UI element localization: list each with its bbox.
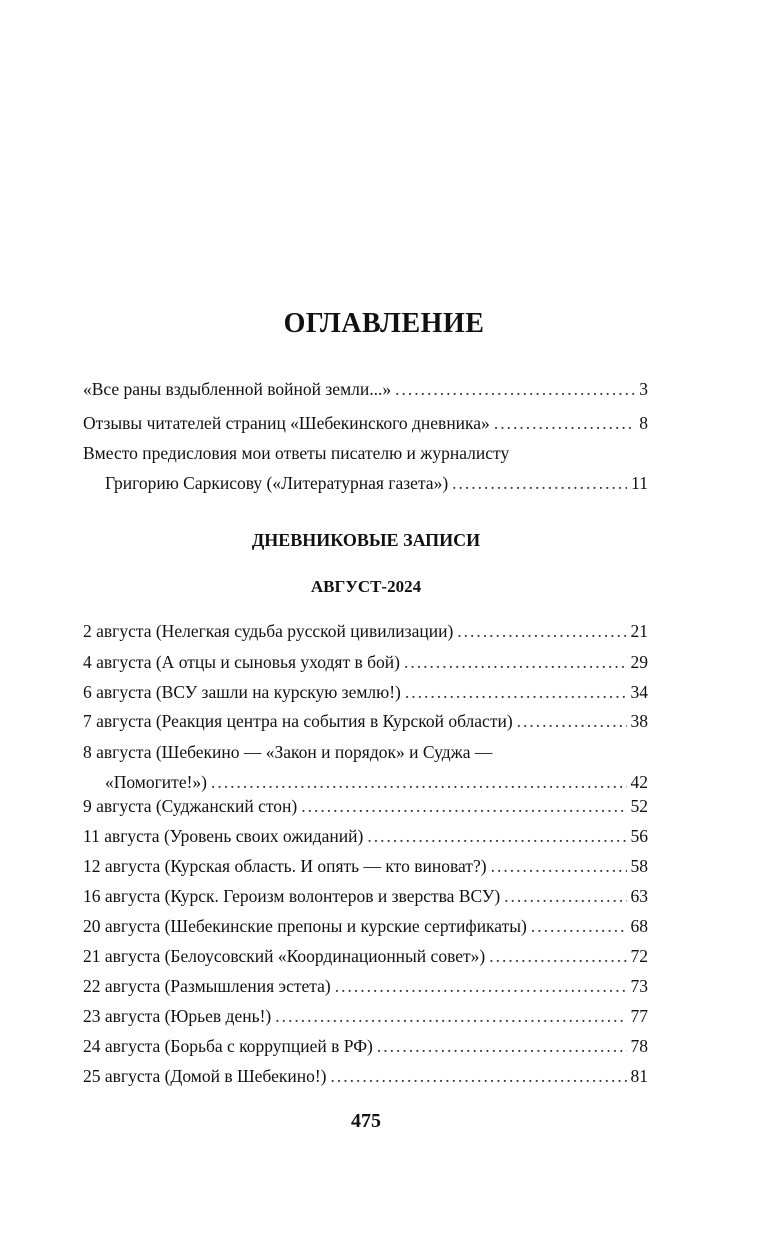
dot-leader bbox=[457, 616, 626, 646]
dot-leader bbox=[504, 881, 626, 911]
toc-entry-page: 73 bbox=[630, 976, 648, 996]
toc-entry[interactable] bbox=[83, 706, 648, 736]
toc-entry-page: 58 bbox=[630, 856, 648, 876]
toc-entry-title: 25 августа (Домой в Шебекино!) bbox=[83, 1066, 327, 1086]
toc-entry-title: 12 августа (Курская область. И опять — кто виноват?) bbox=[83, 856, 487, 876]
toc-entry[interactable] bbox=[83, 374, 648, 404]
toc-entry[interactable] bbox=[83, 616, 648, 646]
toc-entry-title: Отзывы читателей страниц «Шебекинского дневника» bbox=[83, 413, 490, 433]
dot-leader bbox=[452, 468, 627, 498]
dot-leader bbox=[531, 911, 627, 941]
toc-entry-page: 42 bbox=[630, 772, 648, 792]
toc-entry-page: 68 bbox=[630, 916, 648, 936]
toc-entry[interactable] bbox=[83, 821, 648, 851]
toc-entry-page: 8 bbox=[639, 413, 648, 433]
toc-entry-page: 29 bbox=[630, 652, 648, 672]
toc-entry[interactable] bbox=[83, 647, 648, 677]
toc-entry-title-line1: Вместо предисловия мои ответы писателю и журналисту bbox=[83, 443, 510, 463]
toc-entry-title: 20 августа (Шебекинские препоны и курские сертификаты) bbox=[83, 916, 527, 936]
toc-entry-page: 78 bbox=[630, 1036, 648, 1056]
toc-entry-title: 16 августа (Курск. Героизм волонтеров и зверства ВСУ) bbox=[83, 886, 501, 906]
toc-entry-title: 22 августа (Размышления эстета) bbox=[83, 976, 331, 996]
toc-entry-title: 7 августа (Реакция центра на события в Курской области) bbox=[83, 711, 513, 731]
subsection-heading: АВГУСТ-2024 bbox=[310, 577, 422, 596]
dot-leader bbox=[405, 677, 627, 707]
toc-entry-page: 21 bbox=[630, 621, 648, 641]
toc-entry-title-line1: 8 августа (Шебекино — «Закон и порядок» и Суджа — bbox=[83, 742, 493, 762]
dot-leader bbox=[494, 408, 635, 438]
dot-leader bbox=[491, 851, 627, 881]
dot-leader bbox=[517, 706, 627, 736]
toc-entry-title: 23 августа (Юрьев день!) bbox=[83, 1006, 272, 1026]
page-number: 475 bbox=[351, 1110, 381, 1132]
dot-leader bbox=[395, 374, 635, 404]
section-heading: ДНЕВНИКОВЫЕ ЗАПИСИ bbox=[251, 530, 481, 550]
toc-entry[interactable] bbox=[83, 408, 648, 438]
toc-entry[interactable] bbox=[83, 941, 648, 971]
toc-entry-page: 52 bbox=[630, 796, 648, 816]
toc-entry[interactable] bbox=[83, 438, 648, 498]
toc-entry-page: 34 bbox=[630, 682, 648, 702]
dot-leader bbox=[331, 1061, 627, 1091]
dot-leader bbox=[275, 1001, 626, 1031]
toc-entry[interactable] bbox=[83, 851, 648, 881]
toc-entry[interactable] bbox=[83, 677, 648, 707]
toc-entry-page: 63 bbox=[630, 886, 648, 906]
toc-entry-title: 11 августа (Уровень своих ожиданий) bbox=[83, 826, 364, 846]
toc-entry-title: 9 августа (Суджанский стон) bbox=[83, 796, 298, 816]
dot-leader bbox=[335, 971, 627, 1001]
page-title: ОГЛАВЛЕНИЕ bbox=[283, 308, 485, 339]
toc-entry[interactable] bbox=[83, 1001, 648, 1031]
toc-entry[interactable] bbox=[83, 791, 648, 821]
dot-leader bbox=[489, 941, 626, 971]
dot-leader bbox=[404, 647, 627, 677]
toc-entry-title: 6 августа (ВСУ зашли на курскую землю!) bbox=[83, 682, 401, 702]
toc-entry-title: «Все раны вздыбленной войной земли...» bbox=[83, 379, 392, 399]
toc-entry[interactable] bbox=[83, 881, 648, 911]
dot-leader bbox=[367, 821, 626, 851]
toc-entry-title: «Помогите!») bbox=[105, 772, 207, 792]
toc-entry-page: 3 bbox=[639, 379, 648, 399]
toc-entry-title: 21 августа (Белоусовский «Координационный совет») bbox=[83, 946, 486, 966]
toc-entry-title: 24 августа (Борьба с коррупцией в РФ) bbox=[83, 1036, 373, 1056]
toc-entry-page: 11 bbox=[631, 473, 648, 493]
dot-leader bbox=[301, 791, 626, 821]
toc-entry-page: 72 bbox=[630, 946, 648, 966]
toc-entry-page: 38 bbox=[630, 711, 648, 731]
toc-entry-page: 77 bbox=[630, 1006, 648, 1026]
toc-entry[interactable] bbox=[83, 1031, 648, 1061]
toc-entry[interactable] bbox=[83, 1061, 648, 1091]
toc-entry-title: Григорию Саркисову («Литературная газета») bbox=[105, 473, 449, 493]
toc-entry-title: 4 августа (А отцы и сыновья уходят в бой) bbox=[83, 652, 400, 672]
toc-entry-title: 2 августа (Нелегкая судьба русской цивилизации) bbox=[83, 621, 454, 641]
toc-entry[interactable] bbox=[83, 737, 648, 797]
toc-entry[interactable] bbox=[83, 911, 648, 941]
toc-entry-page: 56 bbox=[630, 826, 648, 846]
dot-leader bbox=[377, 1031, 627, 1061]
toc-entry[interactable] bbox=[83, 971, 648, 1001]
toc-entry-page: 81 bbox=[630, 1066, 648, 1086]
